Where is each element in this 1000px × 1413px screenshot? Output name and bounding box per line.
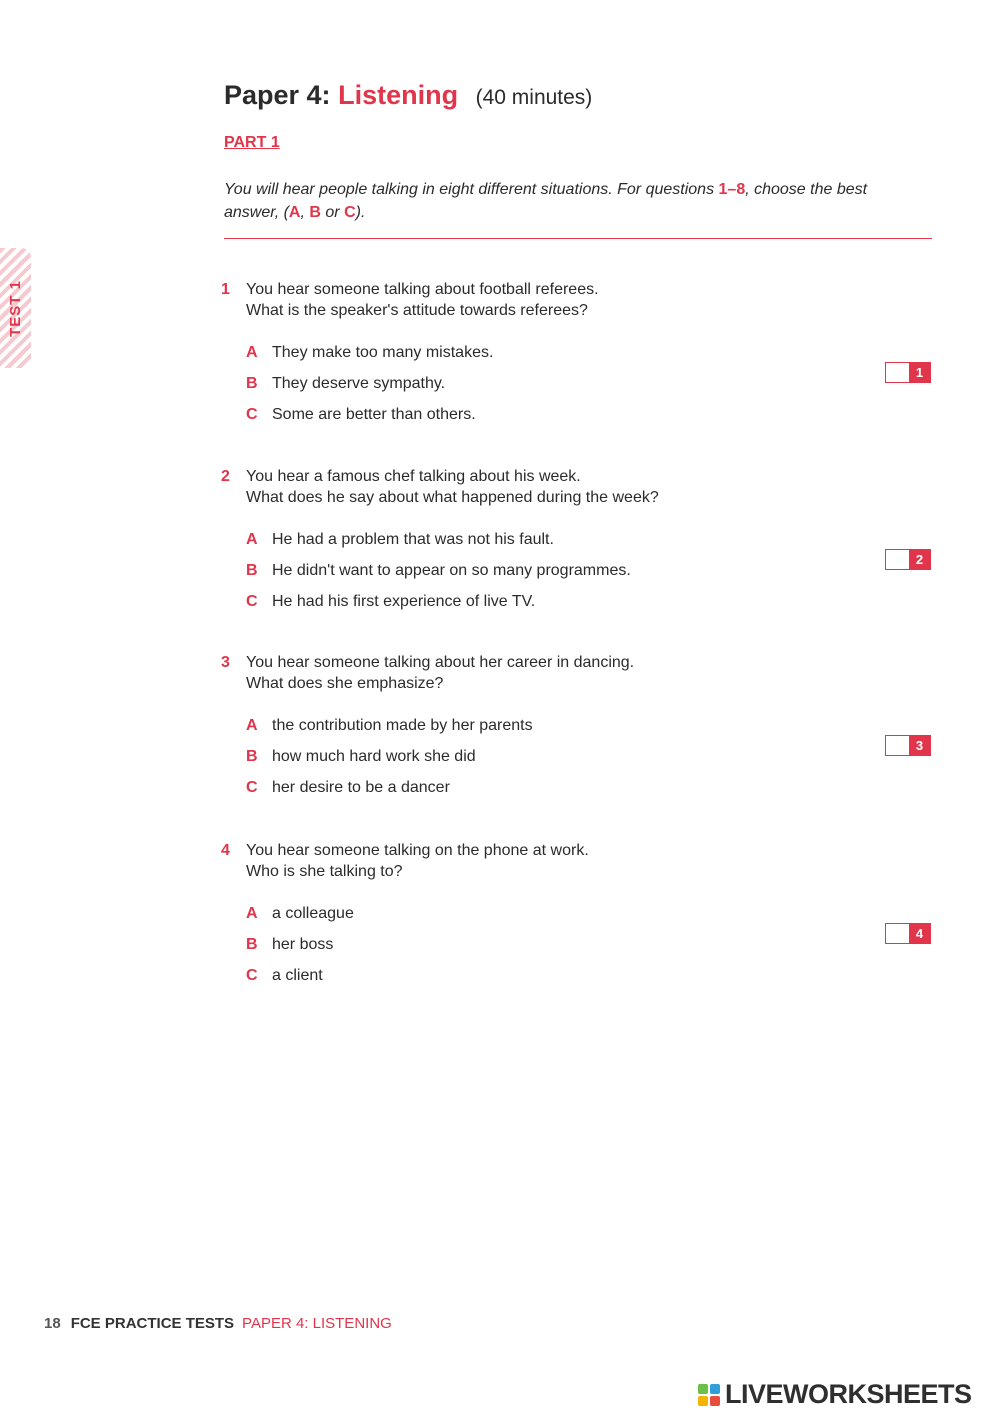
title-subject: Listening	[338, 80, 459, 110]
option-letter: C	[246, 966, 258, 984]
answer-input[interactable]	[886, 363, 909, 382]
question-text	[246, 279, 599, 321]
book-title: FCE PRACTICE TESTS	[70, 1315, 235, 1332]
part-label: PART 1	[224, 134, 280, 151]
option-text: a client	[272, 966, 323, 984]
question-1	[221, 279, 933, 430]
option-a[interactable]	[221, 898, 933, 929]
instructions-text-1: You will hear people talking in eight different situations. For questions	[224, 181, 719, 198]
option-text: her desire to be a dancer	[272, 778, 450, 796]
option-b[interactable]	[221, 368, 933, 399]
option-text: He didn't want to appear on so many programmes.	[272, 561, 631, 579]
option-letter: C	[246, 592, 258, 610]
brand-mark-square	[698, 1384, 708, 1394]
liveworksheets-logo	[698, 1379, 972, 1410]
option-a[interactable]	[221, 524, 933, 555]
option-list	[221, 524, 933, 617]
option-c[interactable]	[221, 960, 933, 991]
answer-number: 4	[909, 924, 930, 943]
option-text: They deserve sympathy.	[272, 374, 446, 392]
question-number: 3	[221, 654, 230, 671]
option-letter: B	[246, 935, 258, 953]
option-c[interactable]	[221, 399, 933, 430]
answer-number: 3	[909, 736, 930, 755]
option-b[interactable]	[221, 741, 933, 772]
side-tab	[0, 248, 31, 368]
page-footer	[44, 1315, 392, 1332]
option-c[interactable]	[221, 772, 933, 803]
option-list	[221, 898, 933, 991]
option-text: how much hard work she did	[272, 747, 476, 765]
brand-mark-square	[698, 1396, 708, 1406]
option-b[interactable]	[221, 555, 933, 586]
option-b[interactable]	[221, 929, 933, 960]
answer-input[interactable]	[886, 924, 909, 943]
option-text: the contribution made by her parents	[272, 716, 533, 734]
question-line-2: Who is she talking to?	[246, 863, 403, 880]
question-head	[221, 652, 933, 694]
question-number: 4	[221, 842, 230, 859]
question-4	[221, 840, 933, 991]
option-a[interactable]	[221, 710, 933, 741]
question-3	[221, 652, 933, 803]
question-head	[221, 466, 933, 508]
instructions-range: 1–8	[718, 181, 746, 198]
side-tab-label-wrap	[0, 248, 31, 368]
option-letter: B	[246, 374, 258, 392]
answer-box	[885, 735, 931, 756]
brand-mark-square	[710, 1384, 720, 1394]
title-duration: (40 minutes)	[475, 86, 593, 109]
option-letter: A	[246, 904, 258, 922]
question-line-1: You hear someone talking on the phone at work.	[246, 842, 589, 859]
question-head	[221, 840, 933, 882]
option-text: He had a problem that was not his fault.	[272, 530, 554, 548]
option-letter: A	[246, 716, 258, 734]
brand-mark-square	[710, 1396, 720, 1406]
question-number: 1	[221, 281, 230, 298]
section-divider	[224, 238, 932, 239]
question-text	[246, 840, 589, 882]
question-line-1: You hear someone talking about her career in dancing.	[246, 654, 635, 671]
option-letter: B	[246, 561, 258, 579]
side-tab-label: TEST 1	[7, 279, 25, 337]
answer-input[interactable]	[886, 550, 909, 569]
question-text	[246, 652, 634, 694]
question-number: 2	[221, 468, 230, 485]
instructions-letter-a: A	[288, 204, 301, 221]
option-text: They make too many mistakes.	[272, 343, 494, 361]
option-text: a colleague	[272, 904, 354, 922]
question-line-2: What does he say about what happened during the week?	[246, 489, 659, 506]
option-list	[221, 710, 933, 803]
question-head	[221, 279, 933, 321]
question-line-1: You hear someone talking about football referees.	[246, 281, 599, 298]
option-text: He had his first experience of live TV.	[272, 592, 536, 610]
instructions-text-3: ).	[355, 204, 366, 221]
option-text: her boss	[272, 935, 334, 953]
brand-text: LIVEWORKSHEETS	[725, 1379, 972, 1409]
answer-box	[885, 362, 931, 383]
instructions	[224, 178, 924, 224]
page-number: 18	[44, 1315, 61, 1332]
answer-box	[885, 549, 931, 570]
option-text: Some are better than others.	[272, 405, 476, 423]
option-letter: A	[246, 530, 258, 548]
option-letter: C	[246, 405, 258, 423]
instructions-sep-1: ,	[300, 204, 310, 221]
brand-mark-icon	[698, 1384, 720, 1406]
answer-number: 1	[909, 363, 930, 382]
answer-input[interactable]	[886, 736, 909, 755]
option-letter: A	[246, 343, 258, 361]
option-a[interactable]	[221, 337, 933, 368]
option-c[interactable]	[221, 586, 933, 617]
answer-box	[885, 923, 931, 944]
question-text	[246, 466, 659, 508]
question-line-2: What is the speaker's attitude towards referees?	[246, 302, 588, 319]
section-title: PAPER 4: LISTENING	[242, 1315, 392, 1332]
instructions-letter-b: B	[309, 204, 321, 221]
instructions-letter-c: C	[344, 204, 356, 221]
option-letter: B	[246, 747, 258, 765]
option-list	[221, 337, 933, 430]
answer-number: 2	[909, 550, 930, 569]
question-line-1: You hear a famous chef talking about his week.	[246, 468, 581, 485]
title-prefix: Paper 4:	[224, 80, 331, 110]
instructions-sep-2: or	[320, 204, 345, 221]
option-letter: C	[246, 778, 258, 796]
instructions-text-2: , choose the best answer, (	[224, 181, 868, 221]
question-line-2: What does she emphasize?	[246, 675, 444, 692]
question-2	[221, 466, 933, 617]
page-title	[224, 80, 592, 111]
